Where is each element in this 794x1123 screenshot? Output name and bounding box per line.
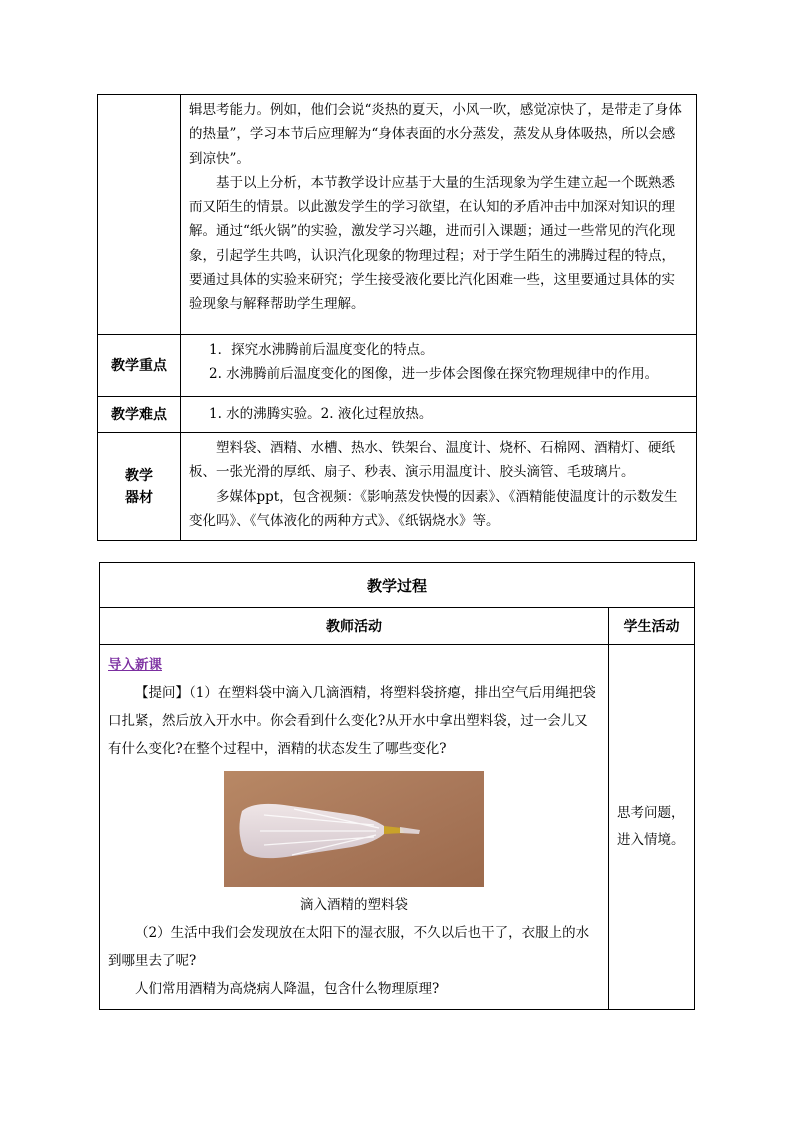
question-prefix: 【提问】 xyxy=(135,685,189,701)
student-activity-text: 思考问题，进入情境。 xyxy=(617,805,685,848)
photo-caption: 滴入酒精的塑料袋 xyxy=(300,897,408,913)
analysis-content xyxy=(181,95,697,335)
difficulties-label: 教学难点 xyxy=(98,397,181,433)
key-point-2: 2. 水沸腾前后温度变化的图像，进一步体会图像在探究物理规律中的作用。 xyxy=(209,366,659,383)
process-title: 教学过程 xyxy=(100,563,695,608)
materials-paragraph-2: 多媒体ppt，包含视频：《影响蒸发快慢的因素》、《酒精能使温度计的示数发生变化吗》、《气体液化的两种方式》、《纸锅烧水》等。 xyxy=(189,488,678,529)
analysis-paragraph-2: 基于以上分析，本节教学设计应基于大量的生活现象为学生建立起一个既熟悉而又陌生的情景。以此激发学生的学习欲望，在认知的矛盾冲击中加深对知识的理解。通过“纸火锅”的实验，激发学习兴趣，进而引入课题；通过一些常见的汽化现象，引起学生共鸣，认识汽化现象的物理过程；对于学生陌生的沸腾过程的特点，要通过具体的实验来研究；学生接受液化要比汽化困难一些，这里要通过具体的实验现象与解释帮助学生理解。 xyxy=(189,174,676,313)
student-activity-cell xyxy=(609,645,695,1010)
difficulties-row xyxy=(98,397,697,433)
analysis-paragraph-1: 辑思考能力。例如，他们会说“炎热的夏天，小风一吹，感觉凉快了，是带走了身体的热量”，学习本节后应理解为“身体表面的水分蒸发，蒸发从身体吸热，所以会感到凉快”。 xyxy=(189,102,682,167)
design-table xyxy=(97,94,697,541)
materials-label xyxy=(98,433,181,541)
materials-row xyxy=(98,433,697,541)
key-points-row xyxy=(98,335,697,397)
plastic-bag-photo xyxy=(224,771,484,887)
difficulties-text: 1. 水的沸腾实验。2. 液化过程放热。 xyxy=(209,406,433,423)
process-table xyxy=(99,562,695,1010)
materials-label-line-1: 教学 xyxy=(125,467,153,484)
key-point-1: 1．探究水沸腾前后温度变化的特点。 xyxy=(209,342,434,358)
question-1 xyxy=(108,679,600,763)
difficulties-content xyxy=(181,397,697,433)
teacher-activity-header: 教师活动 xyxy=(100,608,609,645)
question-2: （2）生活中我们会发现放在太阳下的湿衣服，不久以后也干了，衣服上的水到哪里去了呢? xyxy=(108,925,590,969)
materials-label-line-2: 器材 xyxy=(125,489,153,506)
materials-paragraph-1: 塑料袋、酒精、水槽、热水、铁架台、温度计、烧杯、石棉网、酒精灯、硬纸板、一张光滑的厚纸、扇子、秒表、演示用温度计、胶头滴管、毛玻璃片。 xyxy=(189,440,675,481)
analysis-row xyxy=(98,95,697,335)
key-points-content xyxy=(181,335,697,397)
question-1-text: （1）在塑料袋中滴入几滴酒精，将塑料袋挤瘪，排出空气后用绳把袋口扎紧，然后放入开水中。你会看到什么变化?从开水中拿出塑料袋，过一会儿又有什么变化?在整个过程中，酒精的状态发生了哪些变化? xyxy=(108,685,596,757)
student-activity-header: 学生活动 xyxy=(609,608,695,645)
materials-content xyxy=(181,433,697,541)
teacher-activity-cell xyxy=(100,645,609,1010)
key-points-label: 教学重点 xyxy=(98,335,181,397)
section-title-link[interactable]: 导入新课 xyxy=(108,657,162,673)
question-3: 人们常用酒精为高烧病人降温，包含什么物理原理? xyxy=(135,981,440,997)
analysis-label-cell xyxy=(98,95,181,335)
